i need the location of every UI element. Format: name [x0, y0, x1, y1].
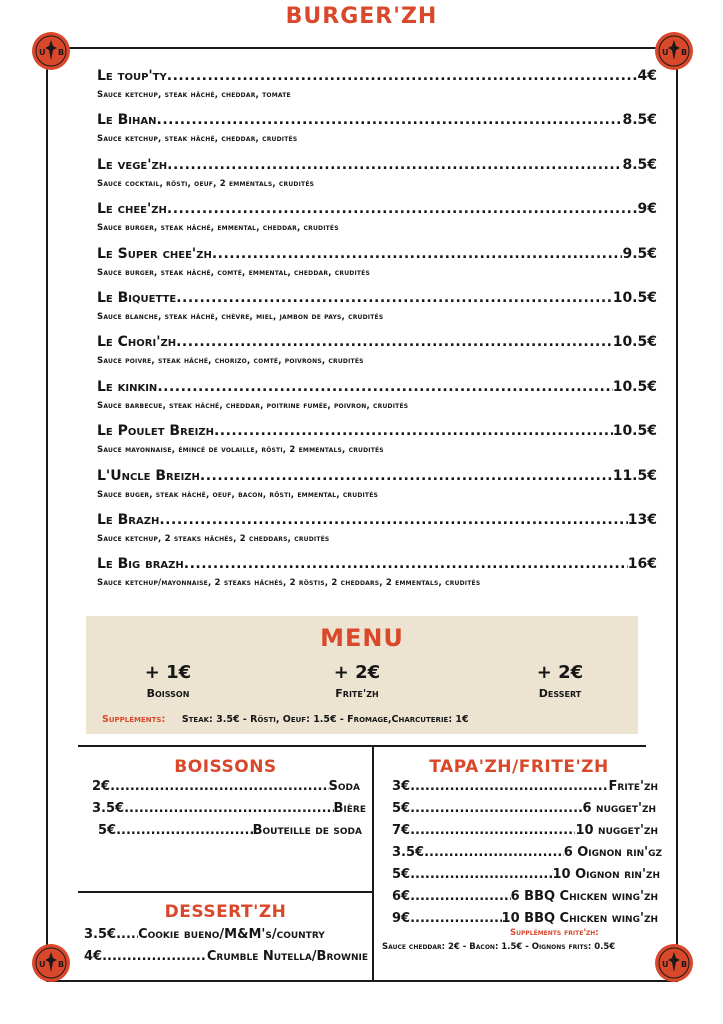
section-divider	[78, 745, 646, 747]
burger-description: Sauce ketchup, 2 steaks hâchés, 2 cheddars, crudités	[97, 533, 330, 544]
burger-name: Le toup'ty	[97, 68, 167, 84]
burger-item	[97, 468, 657, 512]
item-price: 3.5€	[92, 801, 125, 816]
menu-supplements-text: Steak: 3.5€ - Rösti, Oeuf: 1.5€ - Fromage,Charcuterie: 1€	[181, 714, 469, 725]
item-name: 6 BBQ Chicken wing'zh	[510, 889, 658, 904]
item-name: 6 nugget'zh	[582, 801, 656, 816]
burger-price: 8.5€	[622, 112, 657, 129]
menu-option-label: Boisson	[146, 687, 190, 700]
burger-description: Sauce burger, steak hâché, emmental, cheddar, crudités	[97, 223, 339, 234]
menu-option-price: + 2€	[333, 662, 381, 683]
burger-item	[97, 157, 657, 201]
burger-item	[97, 112, 657, 156]
item-name: 10 nugget'zh	[575, 823, 658, 838]
burger-price: 9€	[637, 201, 657, 218]
burger-list	[97, 68, 657, 601]
item-price: 3.5€	[84, 927, 117, 942]
item-price: 4€	[84, 949, 103, 964]
ub-badge-icon	[654, 31, 694, 71]
burger-name: Le vege'zh	[97, 156, 168, 173]
burger-item	[97, 512, 657, 556]
badge-letter-b: B	[681, 48, 688, 57]
burger-price: 11.5€	[612, 467, 657, 484]
burger-item	[97, 334, 657, 378]
burger-price: 8.5€	[622, 156, 657, 173]
section-divider	[372, 745, 374, 982]
badge-letter-u: U	[39, 48, 46, 57]
tapa-item	[392, 889, 658, 904]
badge-letter-b: B	[681, 960, 688, 969]
item-price: 6€	[392, 889, 411, 904]
burger-price: 10.5€	[612, 289, 657, 306]
item-price: 3€	[392, 779, 411, 794]
menu-option-price: + 1€	[144, 662, 192, 683]
item-name: Cookie bueno/M&M's/country	[138, 927, 325, 942]
item-name: Frite'zh	[608, 779, 658, 794]
menu-option-label: Frite'zh	[335, 687, 379, 700]
burger-price: 10.5€	[612, 423, 657, 440]
burger-price: 4€	[637, 68, 657, 84]
section-divider	[78, 891, 373, 893]
burger-item	[97, 290, 657, 334]
burger-name: L'Uncle Breizh	[97, 467, 200, 484]
badge-letter-b: B	[58, 48, 65, 57]
tapas-supplements-title: Suppléments frite'zh:	[510, 928, 599, 938]
menu-option-frites	[287, 662, 427, 700]
item-name: 6 Oignon rin'gz	[563, 845, 662, 860]
badge-letter-u: U	[662, 48, 669, 57]
burger-item	[97, 68, 657, 112]
burger-name: Le Brazh	[97, 511, 160, 528]
ub-badge-icon	[31, 31, 71, 71]
desserts-title: DESSERT'ZH	[164, 902, 287, 922]
menu-formula-box	[86, 616, 638, 734]
burger-item	[97, 556, 657, 600]
badge-letter-u: U	[39, 960, 46, 969]
burger-name: Le Bihan	[97, 112, 157, 129]
item-price: 5€	[392, 801, 411, 816]
burger-description: Sauce ketchup, steak hâché, cheddar, crudités	[97, 134, 298, 145]
burger-description: Sauce poivre, steak hâché, chorizo, comté, poivrons, crudités	[97, 356, 364, 367]
burger-item	[97, 423, 657, 467]
burger-price: 13€	[627, 511, 657, 528]
menu-option-price: + 2€	[536, 662, 584, 683]
tapas-supplements-text: Sauce cheddar: 2€ - Bacon: 1.5€ - Oignons frits: 0.5€	[382, 942, 616, 952]
burger-name: Le Chori'zh	[97, 334, 177, 351]
item-price: 7€	[392, 823, 411, 838]
menu-title: MENU	[320, 624, 404, 652]
badge-letter-b: B	[58, 960, 65, 969]
item-name: Bière	[333, 801, 366, 816]
tapa-item	[392, 911, 658, 926]
dessert-item	[84, 927, 372, 942]
burger-description: Sauce cocktail, rösti, oeuf, 2 emmentals, crudités	[97, 178, 315, 189]
burger-name: Le Biquette	[97, 289, 177, 306]
burger-description: Sauce blanche, steak hâché, chèvre, miel, jambon de pays, crudités	[97, 311, 384, 322]
tapa-item	[392, 801, 656, 816]
item-name: 10 BBQ Chicken wing'zh	[501, 911, 658, 926]
tapa-item	[392, 845, 662, 860]
burger-description: Sauce buger, steak hâché, oeuf, bacon, rösti, emmental, crudités	[97, 489, 379, 500]
burger-description: Sauce barbecue, steak hâché, cheddar, poitrine fumée, poivron, crudités	[97, 400, 409, 411]
item-price: 5€	[98, 823, 117, 838]
tapa-item	[392, 779, 658, 794]
item-name: Crumble Nutella/Brownie	[206, 949, 368, 964]
badge-letter-u: U	[662, 960, 669, 969]
burger-name: Le chee'zh	[97, 201, 167, 218]
menu-supplements-label: Suppléments:	[102, 714, 166, 725]
burger-name: Le kinkin	[97, 378, 158, 395]
burger-description: Sauce burger, steak hâché, comté, emmental, cheddar, crudités	[97, 267, 371, 278]
menu-option-boisson	[98, 662, 238, 700]
burger-name: Le Poulet Breizh	[97, 423, 214, 440]
item-price: 9€	[392, 911, 411, 926]
tapa-item	[392, 823, 658, 838]
boisson-item	[92, 779, 360, 794]
burger-description: Sauce mayonnaise, émincé de volaille, rösti, 2 emmentals, crudités	[97, 445, 384, 456]
burger-item	[97, 246, 657, 290]
tapa-item	[392, 867, 660, 882]
burger-item	[97, 201, 657, 245]
item-price: 3.5€	[392, 845, 425, 860]
menu-supplements	[102, 714, 469, 725]
burger-name: Le Super chee'zh	[97, 245, 212, 262]
burger-item	[97, 379, 657, 423]
burger-price: 10.5€	[612, 378, 657, 395]
boissons-title: BOISSONS	[174, 757, 277, 777]
boisson-item	[92, 801, 366, 816]
item-price: 2€	[92, 779, 111, 794]
ub-badge-icon	[31, 943, 71, 983]
boisson-item	[98, 823, 362, 838]
burger-name: Le Big brazh	[97, 556, 184, 573]
burger-description: Sauce ketchup/mayonnaise, 2 steaks hâchés, 2 röstis, 2 cheddars, 2 emmentals, crudités	[97, 578, 481, 589]
item-name: 10 Oignon rin'zh	[552, 867, 660, 882]
ub-badge-icon	[654, 943, 694, 983]
dessert-item	[84, 949, 368, 964]
menu-option-label: Dessert	[538, 687, 582, 700]
burger-price: 16€	[627, 556, 657, 573]
burger-price: 10.5€	[612, 334, 657, 351]
burger-description: Sauce ketchup, steak hâché, cheddar, tomate	[97, 90, 291, 100]
menu-option-dessert	[490, 662, 630, 700]
burger-price: 9.5€	[622, 245, 657, 262]
tapas-title: TAPA'ZH/FRITE'ZH	[429, 757, 609, 777]
page-title: BURGER'ZH	[285, 4, 438, 29]
item-price: 5€	[392, 867, 411, 882]
item-name: Soda	[328, 779, 360, 794]
item-name: Bouteille de soda	[252, 823, 362, 838]
